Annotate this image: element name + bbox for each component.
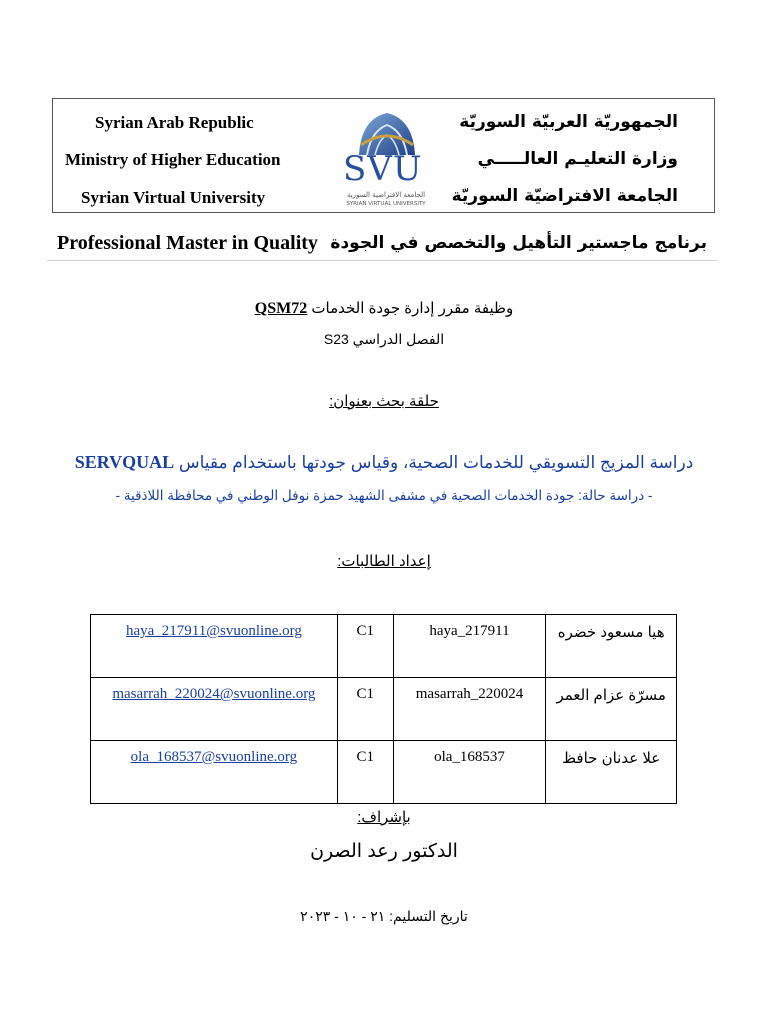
- student-class: C1: [337, 615, 393, 678]
- program-ar: برنامج ماجستير التأهيل والتخصص في الجودة: [330, 233, 707, 253]
- table-row: [91, 678, 677, 741]
- header-divider: [47, 260, 717, 261]
- assignment-title: [0, 299, 768, 318]
- logo-en-caption: SYRIAN VIRTUAL UNIVERSITY: [346, 201, 426, 207]
- student-username: ola_168537: [393, 741, 546, 804]
- student-name: مسرّة عزام العمر: [546, 678, 677, 741]
- ar-ministry: وزارة التعليـم العالـــــي: [477, 149, 678, 169]
- en-ministry: Ministry of Higher Education: [65, 150, 281, 169]
- course-code: QSM72: [254, 300, 308, 317]
- student-name: هيا مسعود خضره: [546, 615, 677, 678]
- research-title-ar: دراسة المزيج التسويقي للخدمات الصحية، وقياس جودتها باستخدام مقياس: [178, 453, 694, 472]
- supervisor-name: الدكتور رعد الصرن: [310, 841, 458, 862]
- table-row: [91, 741, 677, 804]
- student-class: C1: [337, 678, 393, 741]
- student-username: masarrah_220024: [393, 678, 546, 741]
- student-username: haya_217911: [393, 615, 546, 678]
- assignment-title-prefix: وظيفة مقرر إدارة جودة الخدمات: [311, 300, 514, 317]
- ar-country: الجمهوريّة العربيّة السوريّة: [459, 112, 678, 132]
- submission-date: تاريخ التسليم: ٢١ - ١٠ - ٢٠٢٣: [300, 908, 468, 924]
- student-email-link[interactable]: masarrah_220024@svuonline.org: [91, 678, 338, 741]
- research-title: [0, 452, 768, 473]
- research-title-en: SERVQUAL: [74, 452, 175, 472]
- table-row: [91, 615, 677, 678]
- en-country: Syrian Arab Republic: [95, 113, 254, 132]
- seminar-label: حلقة بحث بعنوان:: [329, 393, 439, 410]
- svu-logo: [321, 105, 451, 213]
- logo-ar-caption: الجامعة الافتراضية السورية: [346, 191, 426, 199]
- student-class: C1: [337, 741, 393, 804]
- semester: الفصل الدراسي S23: [323, 331, 445, 347]
- student-name: علا عدنان حافظ: [546, 741, 677, 804]
- header-box: [52, 98, 715, 213]
- student-email-link[interactable]: haya_217911@svuonline.org: [91, 615, 338, 678]
- prepared-by-label: إعداد الطالبات:: [337, 553, 431, 570]
- en-university: Syrian Virtual University: [81, 188, 266, 207]
- student-email-link[interactable]: ola_168537@svuonline.org: [91, 741, 338, 804]
- logo-text: SVU: [343, 149, 423, 189]
- case-study: - دراسة حالة: جودة الخدمات الصحية في مشفى الشهيد حمزة نوفل الوطني في محافظة اللاذقية -: [115, 488, 653, 503]
- supervision-label: بإشراف:: [357, 809, 411, 826]
- students-table: [90, 614, 677, 804]
- program-en: Professional Master in Quality: [57, 232, 318, 254]
- ar-university: الجامعة الافتراضيّة السوريّة: [451, 186, 678, 206]
